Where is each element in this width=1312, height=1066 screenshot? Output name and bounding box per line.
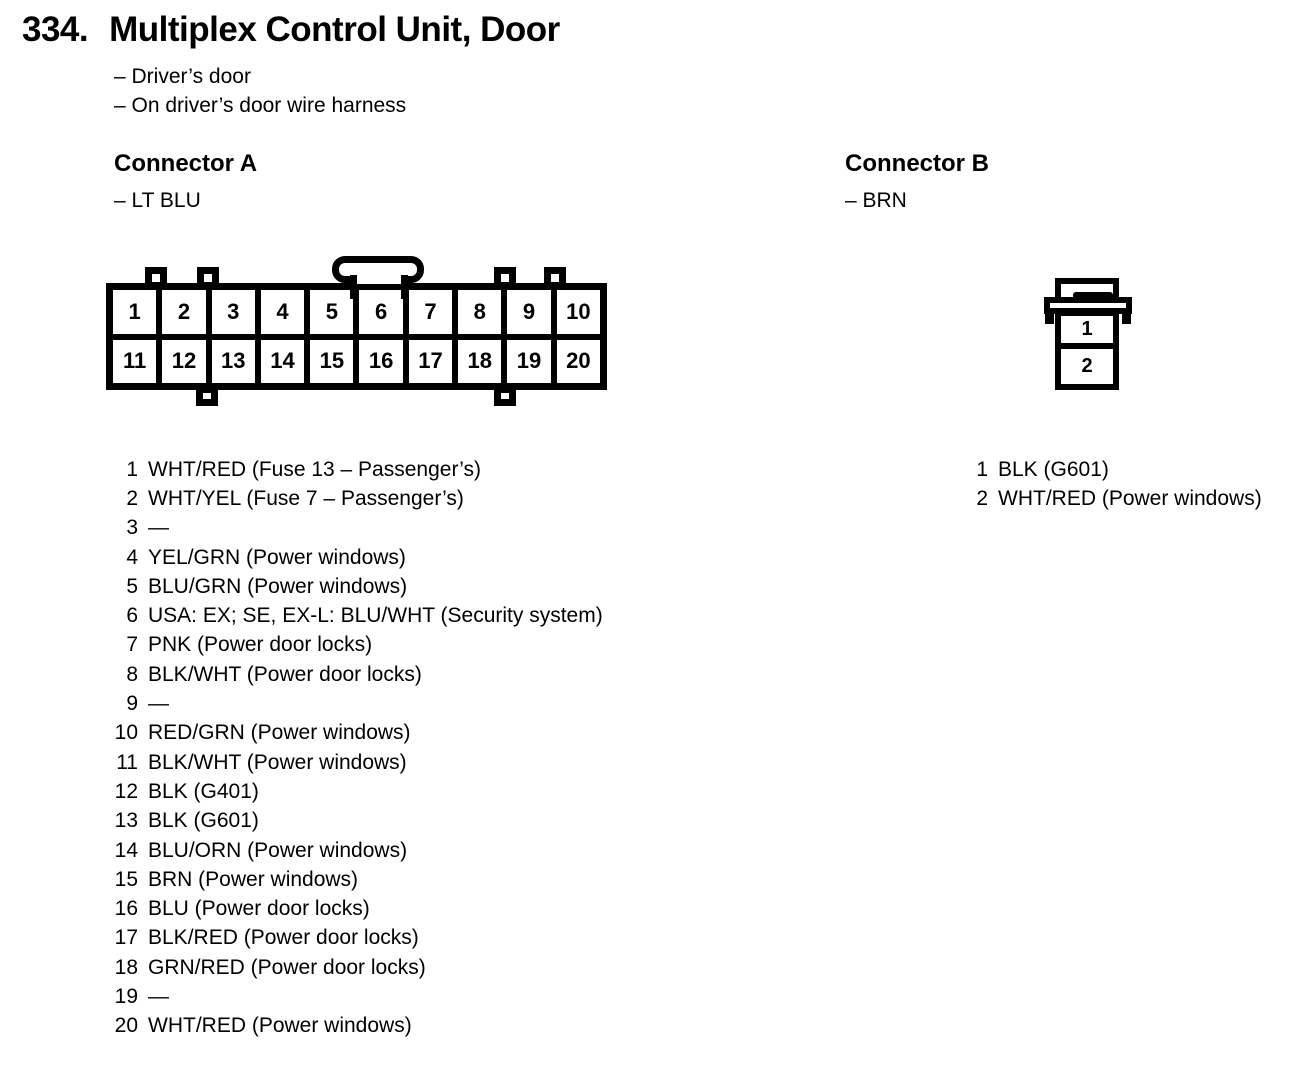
pin-row: [100, 894, 603, 923]
page-title: [22, 10, 560, 50]
pin-cell: 16: [359, 340, 402, 384]
pin-desc: WHT/RED (Power windows): [998, 486, 1262, 510]
pin-row: [100, 484, 603, 513]
connector-b-diagram: [1044, 278, 1132, 392]
pin-cell: 8: [458, 290, 501, 334]
connector-a-pin-grid: [106, 283, 607, 390]
pin-number: 3: [126, 516, 138, 540]
pin-number: 17: [114, 926, 138, 950]
pin-cell: 18: [458, 340, 501, 384]
pin-number: 7: [126, 633, 138, 657]
pin-cell: 10: [557, 290, 600, 334]
pin-cell: 2: [1061, 349, 1113, 384]
pin-number: 11: [116, 750, 138, 774]
pin-cell: 4: [261, 290, 304, 334]
connector-b-color-note: – BRN: [845, 189, 907, 212]
pin-row: [100, 543, 603, 572]
pin-desc: —: [148, 516, 169, 540]
pin-cell: 6: [359, 290, 402, 334]
pin-row: [100, 777, 603, 806]
pin-row: [100, 572, 603, 601]
connector-a-diagram: [106, 256, 607, 412]
pin-desc: BLU (Power door locks): [148, 897, 370, 921]
pin-cell: 7: [409, 290, 452, 334]
pin-desc: BLK/WHT (Power windows): [148, 750, 407, 774]
pin-row: [100, 1012, 603, 1041]
pin-cell: 17: [409, 340, 452, 384]
pin-row: [100, 807, 603, 836]
pin-desc: —: [148, 692, 169, 716]
pin-number: 15: [114, 867, 138, 891]
pin-desc: BLU/ORN (Power windows): [148, 838, 408, 862]
connector-a-color-note: – LT BLU: [114, 189, 201, 212]
pin-number: 6: [126, 604, 138, 628]
pin-cell: 11: [113, 340, 156, 384]
pin-number: 16: [114, 897, 138, 921]
pin-desc: USA: EX; SE, EX-L: BLU/WHT (Security system): [148, 604, 603, 628]
pin-row: [950, 484, 1262, 513]
pin-desc: WHT/YEL (Fuse 7 – Passenger’s): [148, 486, 464, 510]
pin-number: 19: [114, 984, 138, 1008]
lock-tab-opening: [357, 274, 401, 284]
pin-number: 20: [114, 1014, 138, 1038]
connector-b-pin-grid: [1055, 310, 1119, 390]
connector-a-title: Connector A: [114, 150, 258, 177]
pin-cell: 9: [507, 290, 550, 334]
pin-desc: BLK/RED (Power door locks): [148, 926, 419, 950]
pin-row: [100, 924, 603, 953]
pin-row: [100, 601, 603, 630]
pin-desc: PNK (Power door locks): [148, 633, 373, 657]
pin-desc: BLK (G601): [148, 809, 259, 833]
pin-cell: 1: [113, 290, 156, 334]
pin-number: 18: [114, 955, 138, 979]
pin-row: [100, 631, 603, 660]
pin-row: [100, 660, 603, 689]
pin-row: [100, 982, 603, 1011]
pin-cell: 15: [310, 340, 353, 384]
pin-desc: —: [148, 984, 169, 1008]
pin-cell: 20: [557, 340, 600, 384]
page-notes: [114, 62, 406, 120]
pin-number: 1: [126, 457, 138, 481]
pin-cell: 13: [212, 340, 255, 384]
pin-row: [100, 514, 603, 543]
pin-row: [100, 748, 603, 777]
pin-cell: 2: [162, 290, 205, 334]
pin-number: 12: [114, 779, 138, 803]
pin-number: 9: [126, 692, 138, 716]
pin-desc: BLK/WHT (Power door locks): [148, 662, 422, 686]
pin-row: [100, 953, 603, 982]
pin-number: 13: [114, 809, 138, 833]
pin-number: 8: [126, 662, 138, 686]
page-title-number: 334.: [22, 10, 89, 49]
page-title-text: Multiplex Control Unit, Door: [109, 10, 560, 49]
pin-desc: GRN/RED (Power door locks): [148, 955, 426, 979]
pin-number: 14: [114, 838, 138, 862]
lock-tab-stem: [401, 275, 408, 299]
pin-cell: 1: [1061, 316, 1113, 343]
pin-row: [950, 455, 1262, 484]
pin-number: 5: [126, 574, 138, 598]
pin-number: 4: [126, 545, 138, 569]
pin-number: 10: [114, 721, 138, 745]
pin-desc: BRN (Power windows): [148, 867, 359, 891]
pin-row: [100, 865, 603, 894]
pin-desc: BLK (G401): [148, 779, 259, 803]
pin-number: 1: [976, 457, 988, 481]
connector-b-pin-list: [950, 455, 1262, 514]
pin-row: [100, 719, 603, 748]
pin-cell: 3: [212, 290, 255, 334]
pin-row: [100, 689, 603, 718]
lock-tab-stem: [350, 275, 357, 299]
note-line: – Driver’s door: [114, 65, 251, 88]
pin-cell: 5: [310, 290, 353, 334]
pin-desc: WHT/RED (Power windows): [148, 1014, 412, 1038]
pin-desc: RED/GRN (Power windows): [148, 721, 411, 745]
pin-row: [100, 455, 603, 484]
pin-number: 2: [126, 486, 138, 510]
pin-number: 2: [976, 486, 988, 510]
pin-desc: BLK (G601): [998, 457, 1109, 481]
connector-a-pin-list: [100, 455, 603, 1041]
pin-cell: 12: [162, 340, 205, 384]
pin-cell: 14: [261, 340, 304, 384]
connector-b-title: Connector B: [845, 150, 989, 177]
pin-cell: 19: [507, 340, 550, 384]
pin-desc: YEL/GRN (Power windows): [148, 545, 406, 569]
note-line: – On driver’s door wire harness: [114, 94, 407, 117]
pin-desc: WHT/RED (Fuse 13 – Passenger’s): [148, 457, 481, 481]
pin-desc: BLU/GRN (Power windows): [148, 574, 408, 598]
pin-row: [100, 836, 603, 865]
